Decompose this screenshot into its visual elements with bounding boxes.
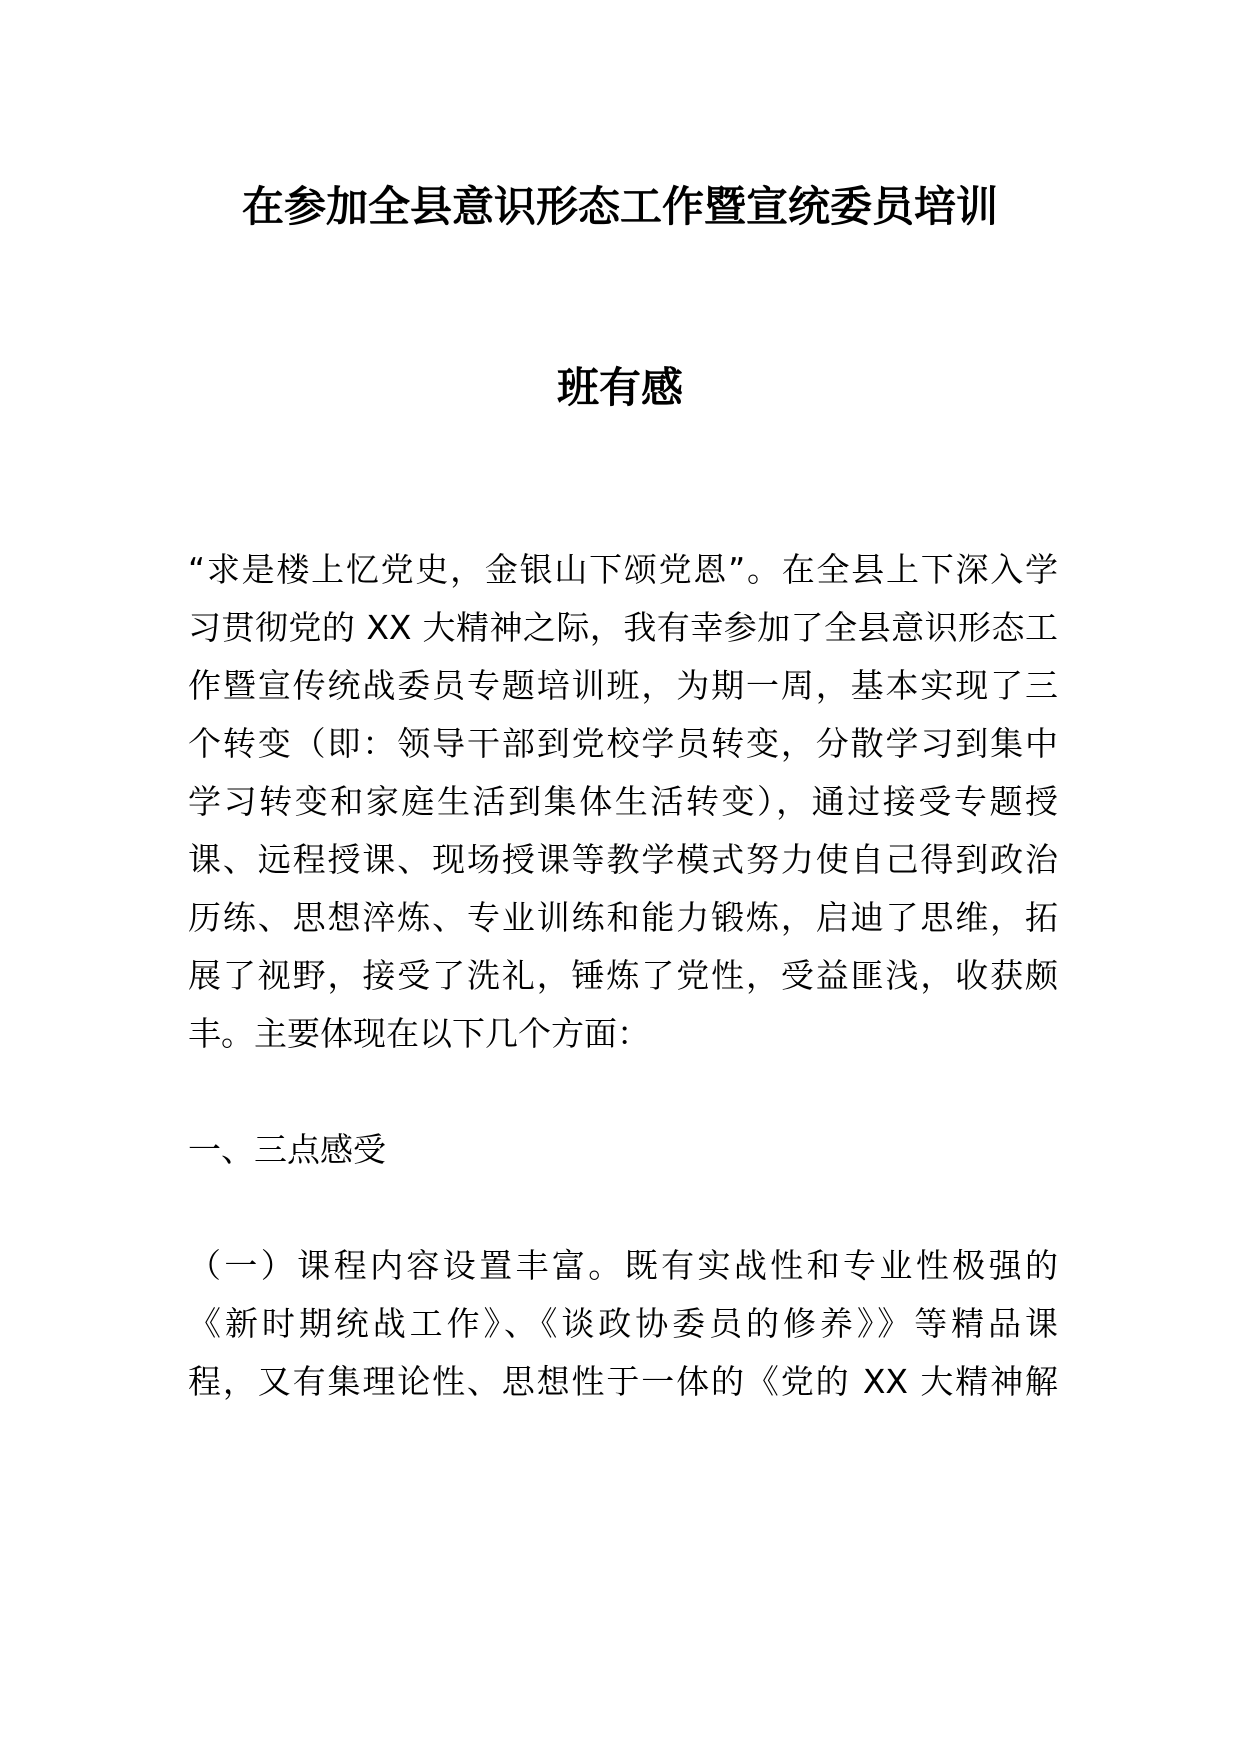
section-heading: 一、三点感受	[188, 1130, 386, 1169]
document-title-line-1: 在参加全县意识形态工作暨宣统委员培训	[241, 182, 998, 231]
paragraph-line: 作暨宣传统战委员专题培训班，为期一周，基本实现了三	[188, 666, 1058, 705]
paragraph-line: 课、远程授课、现场授课等教学模式努力使自己得到政治	[188, 840, 1058, 879]
paragraph-line: 展了视野，接受了洗礼，锤炼了党性，受益匪浅，收获颇	[188, 956, 1058, 995]
paragraph-line: （一）课程内容设置丰富。既有实战性和专业性极强的	[188, 1246, 1058, 1285]
paragraph-line: 程，又有集理论性、思想性于一体的《党的 XX 大精神解	[188, 1362, 1058, 1401]
paragraph-line: 学习转变和家庭生活到集体生活转变），通过接受专题授	[188, 782, 1058, 821]
paragraph-line: 个转变（即：领导干部到党校学员转变，分散学习到集中	[188, 724, 1058, 763]
paragraph-line: “求是楼上忆党史，金银山下颂党恩”。在全县上下深入学	[188, 550, 1058, 589]
paragraph-line: 习贯彻党的 XX 大精神之际，我有幸参加了全县意识形态工	[188, 608, 1058, 647]
document-title-line-2: 班有感	[556, 363, 683, 412]
paragraph-line: 丰。主要体现在以下几个方面：	[188, 1014, 650, 1053]
paragraph-line: 《新时期统战工作》、《谈政协委员的修养》》等精品课	[188, 1304, 1058, 1343]
paragraph-line: 历练、思想淬炼、专业训练和能力锻炼，启迪了思维，拓	[188, 898, 1058, 937]
